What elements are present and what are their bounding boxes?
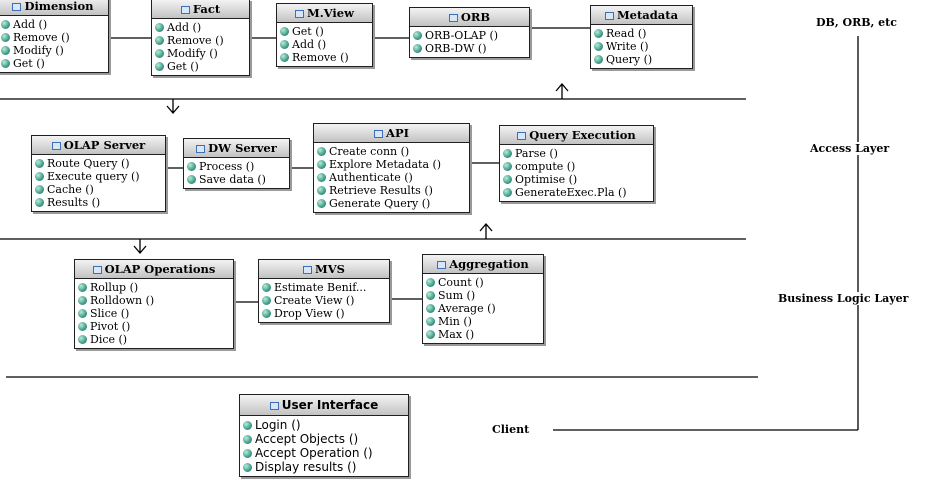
operation-item: Pivot (): [78, 320, 230, 333]
class-icon: [303, 266, 312, 274]
operation-item: Add (): [155, 21, 246, 34]
operation-icon: [78, 296, 87, 305]
class-name: Fact: [192, 2, 221, 16]
operation-icon: [1, 46, 10, 55]
operation-icon: [594, 29, 603, 38]
class-name: Metadata: [616, 8, 679, 22]
operations-list: [500, 145, 653, 201]
operation-icon: [78, 283, 87, 292]
class-name: M.View: [306, 6, 355, 20]
operation-item: Add (): [280, 38, 369, 51]
operations-list: [277, 23, 372, 66]
operation-item: Accept Objects (): [243, 432, 405, 446]
operation-item: Modify (): [1, 44, 105, 57]
operation-icon: [317, 173, 326, 182]
operation-icon: [155, 36, 164, 45]
operation-icon: [426, 278, 435, 287]
operation-item: Authenticate (): [317, 171, 466, 184]
class-name: OLAP Operations: [104, 262, 216, 276]
operation-icon: [413, 31, 422, 40]
operation-item: Parse (): [503, 147, 650, 160]
arrow-up-icon: [480, 224, 492, 239]
class-user-interface[interactable]: [239, 394, 409, 477]
operation-icon: [155, 23, 164, 32]
operation-icon: [317, 199, 326, 208]
operation-icon: [262, 296, 271, 305]
class-api[interactable]: [313, 123, 470, 213]
operation-item: ORB-DW (): [413, 42, 526, 55]
operation-item: compute (): [503, 160, 650, 173]
operation-item: Add (): [1, 18, 105, 31]
class-name: Query Execution: [529, 128, 636, 142]
operation-item: Remove (): [1, 31, 105, 44]
operation-item: Process (): [187, 160, 286, 173]
class-name: User Interface: [281, 398, 379, 412]
class-header: [0, 0, 108, 16]
layer-label-business: Business Logic Layer: [778, 292, 909, 305]
operation-item: Optimise (): [503, 173, 650, 186]
operation-icon: [594, 42, 603, 51]
operation-icon: [262, 309, 271, 318]
operation-icon: [243, 435, 252, 444]
class-dw-server[interactable]: [183, 138, 290, 189]
operation-item: Get (): [280, 25, 369, 38]
operation-item: Results (): [35, 196, 162, 209]
class-header: [591, 6, 692, 25]
operation-item: Remove (): [280, 51, 369, 64]
operation-item: Cache (): [35, 183, 162, 196]
layer-label-access: Access Layer: [810, 142, 890, 155]
operations-list: [75, 279, 233, 348]
operations-list: [259, 279, 389, 322]
class-header: [410, 8, 529, 27]
class-icon: [196, 145, 205, 153]
operation-item: Execute query (): [35, 170, 162, 183]
operation-icon: [262, 283, 271, 292]
operation-item: Sum (): [426, 289, 540, 302]
operation-item: Count (): [426, 276, 540, 289]
class-icon: [517, 132, 526, 140]
operation-icon: [317, 186, 326, 195]
operations-list: [410, 27, 529, 57]
class-header: [259, 260, 389, 279]
operation-item: Read (): [594, 27, 689, 40]
operation-icon: [243, 463, 252, 472]
class-name: MVS: [315, 262, 345, 276]
operation-item: Dice (): [78, 333, 230, 346]
operations-list: [240, 416, 408, 476]
class-icon: [449, 14, 458, 22]
class-mview[interactable]: [276, 3, 373, 67]
class-header: [423, 255, 543, 274]
operation-item: Retrieve Results (): [317, 184, 466, 197]
operation-item: Query (): [594, 53, 689, 66]
class-name: Aggregation: [449, 257, 529, 271]
operation-icon: [280, 53, 289, 62]
operation-icon: [78, 335, 87, 344]
class-header: [314, 124, 469, 143]
class-fact[interactable]: [151, 0, 250, 76]
arrow-down-icon: [134, 239, 146, 253]
class-icon: [374, 130, 383, 138]
class-query-execution[interactable]: [499, 125, 654, 202]
operation-icon: [426, 304, 435, 313]
class-icon: [437, 261, 446, 269]
operation-item: Average (): [426, 302, 540, 315]
class-header: [152, 0, 249, 19]
operation-icon: [426, 291, 435, 300]
arrow-up-icon: [556, 84, 568, 99]
class-icon: [93, 266, 102, 274]
operation-icon: [187, 175, 196, 184]
operation-item: Remove (): [155, 34, 246, 47]
operation-icon: [78, 309, 87, 318]
class-olap-operations[interactable]: [74, 259, 234, 349]
operation-icon: [426, 317, 435, 326]
operation-item: Modify (): [155, 47, 246, 60]
operation-icon: [243, 421, 252, 430]
class-header: [240, 395, 408, 416]
operation-item: Drop View (): [262, 307, 386, 320]
operation-icon: [503, 175, 512, 184]
class-header: [32, 136, 165, 155]
operations-list: [591, 25, 692, 68]
class-aggregation[interactable]: [422, 254, 544, 344]
class-name: API: [386, 126, 409, 140]
class-icon: [295, 10, 304, 18]
operation-icon: [426, 330, 435, 339]
operation-item: Slice (): [78, 307, 230, 320]
class-icon: [605, 12, 614, 20]
operations-list: [32, 155, 165, 211]
operation-icon: [503, 162, 512, 171]
operation-icon: [35, 185, 44, 194]
class-olap-server[interactable]: [31, 135, 166, 212]
operation-item: Max (): [426, 328, 540, 341]
class-dimension[interactable]: [0, 0, 109, 73]
operations-list: [0, 16, 108, 72]
operation-icon: [35, 159, 44, 168]
operation-item: Rollup (): [78, 281, 230, 294]
operation-icon: [1, 59, 10, 68]
operations-list: [152, 19, 249, 75]
class-name: OLAP Server: [63, 138, 146, 152]
class-header: [75, 260, 233, 279]
operation-item: Save data (): [187, 173, 286, 186]
class-mvs[interactable]: [258, 259, 390, 323]
operation-icon: [413, 44, 422, 53]
layer-label-db: DB, ORB, etc: [816, 16, 897, 29]
class-icon: [181, 6, 190, 14]
layer-label-client: Client: [492, 423, 530, 436]
operation-item: Min (): [426, 315, 540, 328]
arrow-down-icon: [167, 99, 179, 113]
class-icon: [12, 3, 21, 11]
class-icon: [52, 142, 61, 150]
operation-item: Write (): [594, 40, 689, 53]
operation-item: Get (): [155, 60, 246, 73]
operation-item: Login (): [243, 418, 405, 432]
operation-icon: [243, 449, 252, 458]
operations-list: [423, 274, 543, 343]
class-name: DW Server: [208, 141, 277, 155]
class-header: [184, 139, 289, 158]
operation-icon: [317, 147, 326, 156]
operation-icon: [503, 149, 512, 158]
operation-icon: [280, 27, 289, 36]
operations-list: [184, 158, 289, 188]
operation-icon: [594, 55, 603, 64]
operation-icon: [155, 49, 164, 58]
operation-icon: [35, 198, 44, 207]
operation-item: Get (): [1, 57, 105, 70]
operation-item: Generate Query (): [317, 197, 466, 210]
operation-item: Accept Operation (): [243, 446, 405, 460]
operation-icon: [317, 160, 326, 169]
operation-icon: [1, 20, 10, 29]
class-name: ORB: [460, 10, 491, 24]
class-orb[interactable]: [409, 7, 530, 58]
operation-item: Estimate Benif...: [262, 281, 386, 294]
operation-icon: [1, 33, 10, 42]
operation-icon: [503, 188, 512, 197]
operation-item: GenerateExec.Pla (): [503, 186, 650, 199]
operation-item: Route Query (): [35, 157, 162, 170]
operation-icon: [78, 322, 87, 331]
operation-icon: [155, 62, 164, 71]
operation-item: Display results (): [243, 460, 405, 474]
operations-list: [314, 143, 469, 212]
operation-item: ORB-OLAP (): [413, 29, 526, 42]
class-header: [500, 126, 653, 145]
class-icon: [270, 402, 279, 410]
operation-icon: [280, 40, 289, 49]
operation-item: Create conn (): [317, 145, 466, 158]
operation-item: Create View (): [262, 294, 386, 307]
class-metadata[interactable]: [590, 5, 693, 69]
operation-icon: [35, 172, 44, 181]
class-header: [277, 4, 372, 23]
operation-item: Rolldown (): [78, 294, 230, 307]
operation-icon: [187, 162, 196, 171]
class-name: Dimension: [24, 0, 94, 13]
operation-item: Explore Metadata (): [317, 158, 466, 171]
